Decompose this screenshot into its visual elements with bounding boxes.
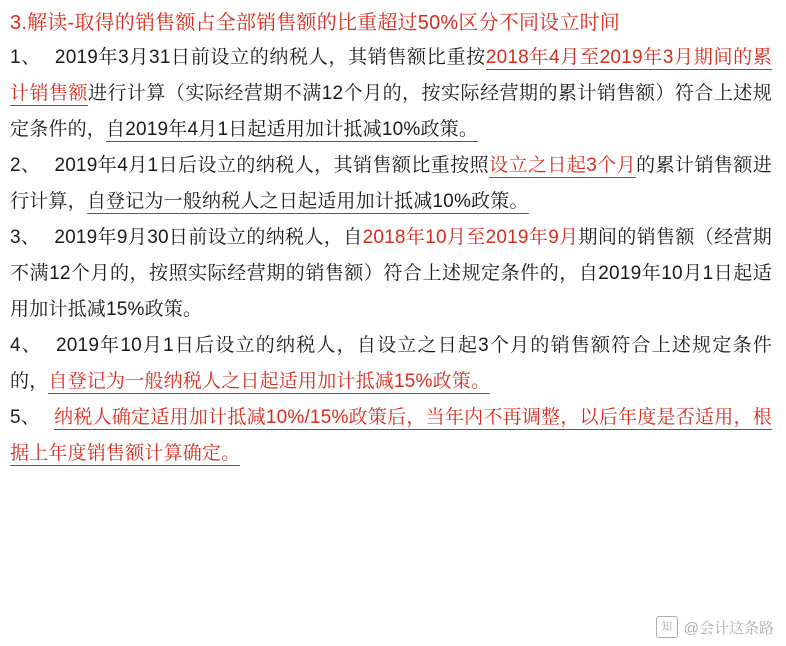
paragraph-2-number: 2、 [10, 155, 41, 176]
paragraph-4 [10, 328, 772, 400]
paragraph-2-underline: 自登记为一般纳税人之日起适用加计抵减10%政策。 [86, 191, 529, 212]
page-title: 3.解读-取得的销售额占全部销售额的比重超过50%区分不同设立时间 [10, 12, 620, 34]
zhihu-logo-icon: 知 [656, 616, 678, 638]
paragraph-3-number: 3、 [10, 227, 41, 248]
watermark [656, 616, 774, 638]
paragraph-1-underline: 自2019年4月1日起适用加计抵减10%政策。 [106, 119, 479, 140]
paragraph-1-number: 1、 [10, 47, 41, 68]
paragraph-4-text-a: 2019年10月1日后设立的纳税人，自设立之日起3个月的销售额符合上述规定条件的， [10, 335, 773, 392]
paragraph-1-text-b: 进行计算（实际经营期不满12个月的，按实际经营期的累计销售额）符合上述规定条件的， [10, 83, 772, 140]
paragraph-4-number: 4、 [10, 335, 43, 356]
paragraph-2 [10, 148, 772, 220]
paragraph-5-number: 5、 [10, 407, 41, 428]
paragraph-2-text-b: 的累计销售额进行计算， [10, 155, 773, 212]
paragraph-1 [10, 40, 772, 148]
paragraph-3-text-a: 2019年9月30日前设立的纳税人，自 [54, 227, 363, 248]
paragraph-3 [10, 220, 772, 328]
paragraph-5-highlight: 纳税人确定适用加计抵减10%/15%政策后，当年内不再调整，以后年度是否适用，根据上年度销售额计算确定。 [10, 407, 772, 464]
watermark-text: @会计这条路 [683, 619, 774, 637]
paragraph-3-highlight: 2018年10月至2019年9月 [362, 227, 579, 248]
paragraph-3-text-b: 期间的销售额（经营期不满12个月的，按照实际经营期的销售额）符合上述规定条件的，自2019年10月1日起适用加计抵减15%政策。 [10, 227, 773, 320]
paragraph-2-text-a: 2019年4月1日后设立的纳税人，其销售额比重按照 [54, 155, 490, 176]
paragraph-2-highlight: 设立之日起3个月 [489, 155, 637, 176]
paragraph-4-highlight: 自登记为一般纳税人之日起适用加计抵减15%政策。 [48, 371, 491, 392]
paragraph-1-text-a: 2019年3月31日前设立的纳税人，其销售额比重按 [54, 47, 486, 68]
paragraph-1-highlight: 2018年4月至2019年3月期间的累计销售额 [10, 47, 772, 104]
paragraph-5 [10, 400, 772, 472]
